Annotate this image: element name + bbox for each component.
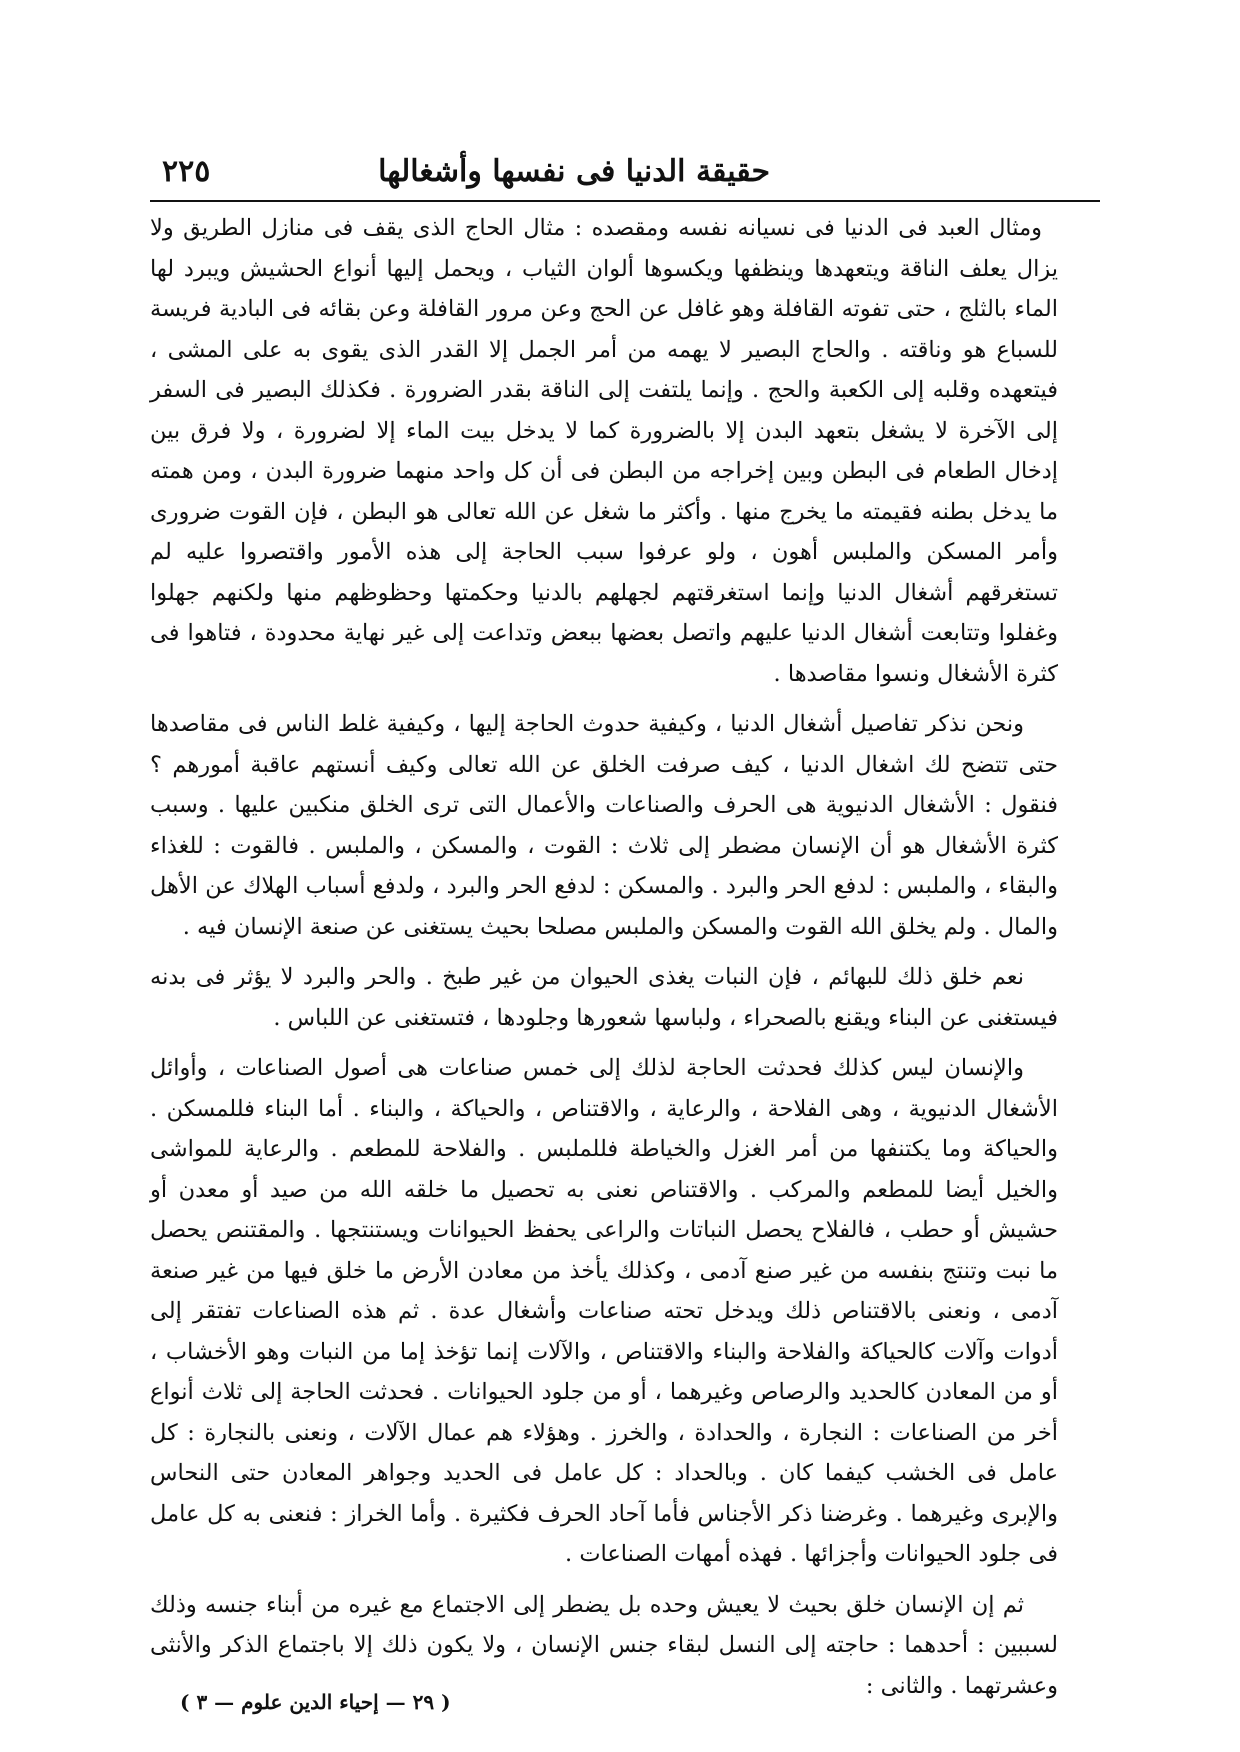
paragraph: ونحن نذكر تفاصيل أشغال الدنيا ، وكيفية حدوث الحاجة إليها ، وكيفية غلط الناس فى مقاصدها حتى تتضح لك اشغال الدنيا ، كيف صرفت الخلق عن الله تعالى وكيف أنستهم عاقبة أمورهم ؟ فنقول : الأشغال الدنيوية هى الحرف والصناعات والأعمال التى ترى الخلق منكبين عليها . وسبب كثرة الأشغال هو أن الإنسان مضطر إلى ثلاث : القوت ، والمسكن ، والملبس . فالقوت : للغذاء والبقاء ، والملبس : لدفع الحر والبرد . والمسكن : لدفع الحر والبرد ، ولدفع أسباب الهلاك عن الأهل والمال . ولم يخلق الله القوت والمسكن والملبس مصلحا بحيث يستغنى عن صنعة الإنسان فيه .	[150, 711, 1058, 940]
paragraph: نعم خلق ذلك للبهائم ، فإن النبات يغذى الحيوان من غير طبخ . والحر والبرد لا يؤثر فى بدنه فيستغنى عن البناء ويقنع بالصحراء ، ولباسها شعورها وجلودها ، فتستغنى عن اللباس .	[150, 964, 1058, 1031]
paragraph: ومثال العبد فى الدنيا فى نسيانه نفسه ومقصده : مثال الحاج الذى يقف فى منازل الطريق ولا يزال يعلف الناقة ويتعهدها وينظفها ويكسوها ألوان الثياب ، ويحمل إليها أنواع الحشيش ويبرد لها الماء بالثلج ، حتى تفوته القافلة وهو غافل عن الحج وعن مرور القافلة وعن بقائه فى البادية فريسة للسباع هو وناقته . والحاج البصير لا يهمه من أمر الجمل إلا القدر الذى يقوى به على المشى ، فيتعهده وقلبه إلى الكعبة والحج . وإنما يلتفت إلى الناقة بقدر الضرورة . فكذلك البصير فى السفر إلى الآخرة لا يشغل بتعهد البدن إلا بالضرورة كما لا يدخل بيت الماء إلا لضرورة ، ولا فرق بين إدخال الطعام فى البطن وبين إخراجه من البطن فى أن كل واحد منهما ضرورة البدن ، ومن همته ما يدخل بطنه فقيمته ما يخرج منها . وأكثر ما شغل عن الله تعالى هو البطن ، فإن القوت ضرورى وأمر المسكن والملبس أهون ، ولو عرفوا سبب الحاجة إلى هذه الأمور واقتصروا عليه لم تستغرقهم أشغال الدنيا وإنما استغرقتهم لجهلهم بالدنيا وحكمتها وحظوظهم منها ولكنهم جهلوا وغفلوا وتتابعت أشغال الدنيا عليهم واتصل بعضها ببعض وتداعت إلى غير نهاية محدودة ، فتاهوا فى كثرة الأشغال ونسوا مقاصدها .	[150, 215, 1058, 687]
header-rule	[150, 200, 1100, 202]
page-number: ٢٢٥	[162, 154, 211, 189]
signature-mark: ( ٢٩ — إحياء الدين علوم — ٣ )	[180, 1690, 451, 1714]
body-text	[150, 208, 1058, 1706]
page-header	[150, 150, 1100, 200]
paragraph: والإنسان ليس كذلك فحدثت الحاجة لذلك إلى خمس صناعات هى أصول الصناعات ، وأوائل الأشغال الدنيوية ، وهى الفلاحة ، والرعاية ، والاقتناص ، والحياكة ، والبناء . أما البناء فللمسكن . والحياكة وما يكتنفها من أمر الغزل والخياطة فللملبس . والفلاحة للمطعم . والرعاية للمواشى والخيل أيضا للمطعم والمركب . والاقتناص نعنى به تحصيل ما خلقه الله من صيد أو معدن أو حشيش أو حطب ، فالفلاح يحصل النباتات والراعى يحفظ الحيوانات ويستنتجها . والمقتنص يحصل ما نبت وتنتج بنفسه من غير صنع آدمى ، وكذلك يأخذ من معادن الأرض ما خلق فيها من غير صنعة آدمى ، ونعنى بالاقتناص ذلك ويدخل تحته صناعات وأشغال عدة . ثم هذه الصناعات تفتقر إلى أدوات وآلات كالحياكة والفلاحة والبناء والاقتناص ، والآلات إنما تؤخذ إما من النبات وهو الأخشاب ، أو من المعادن كالحديد والرصاص وغيرهما ، أو من جلود الحيوانات . فحدثت الحاجة إلى ثلاث أنواع أخر من الصناعات : النجارة ، والحدادة ، والخرز . وهؤلاء هم عمال الآلات ، ونعنى بالنجارة : كل عامل فى الخشب كيفما كان . وبالحداد : كل عامل فى الحديد وجواهر المعادن حتى النحاس والإبرى وغيرهما . وغرضنا ذكر الأجناس فأما آحاد الحرف فكثيرة . وأما الخراز : فنعنى به كل عامل فى جلود الحيوانات وأجزائها . فهذه أمهات الصناعات .	[150, 1055, 1058, 1567]
paragraph: ثم إن الإنسان خلق بحيث لا يعيش وحده بل يضطر إلى الاجتماع مع غيره من أبناء جنسه وذلك لسببين : أحدهما : حاجته إلى النسل لبقاء جنس الإنسان ، ولا يكون ذلك إلا باجتماع الذكر والأنثى وعشرتهما . والثانى :	[150, 1591, 1058, 1699]
running-title: حقيقة الدنيا فى نفسها وأشغالها	[378, 154, 770, 189]
